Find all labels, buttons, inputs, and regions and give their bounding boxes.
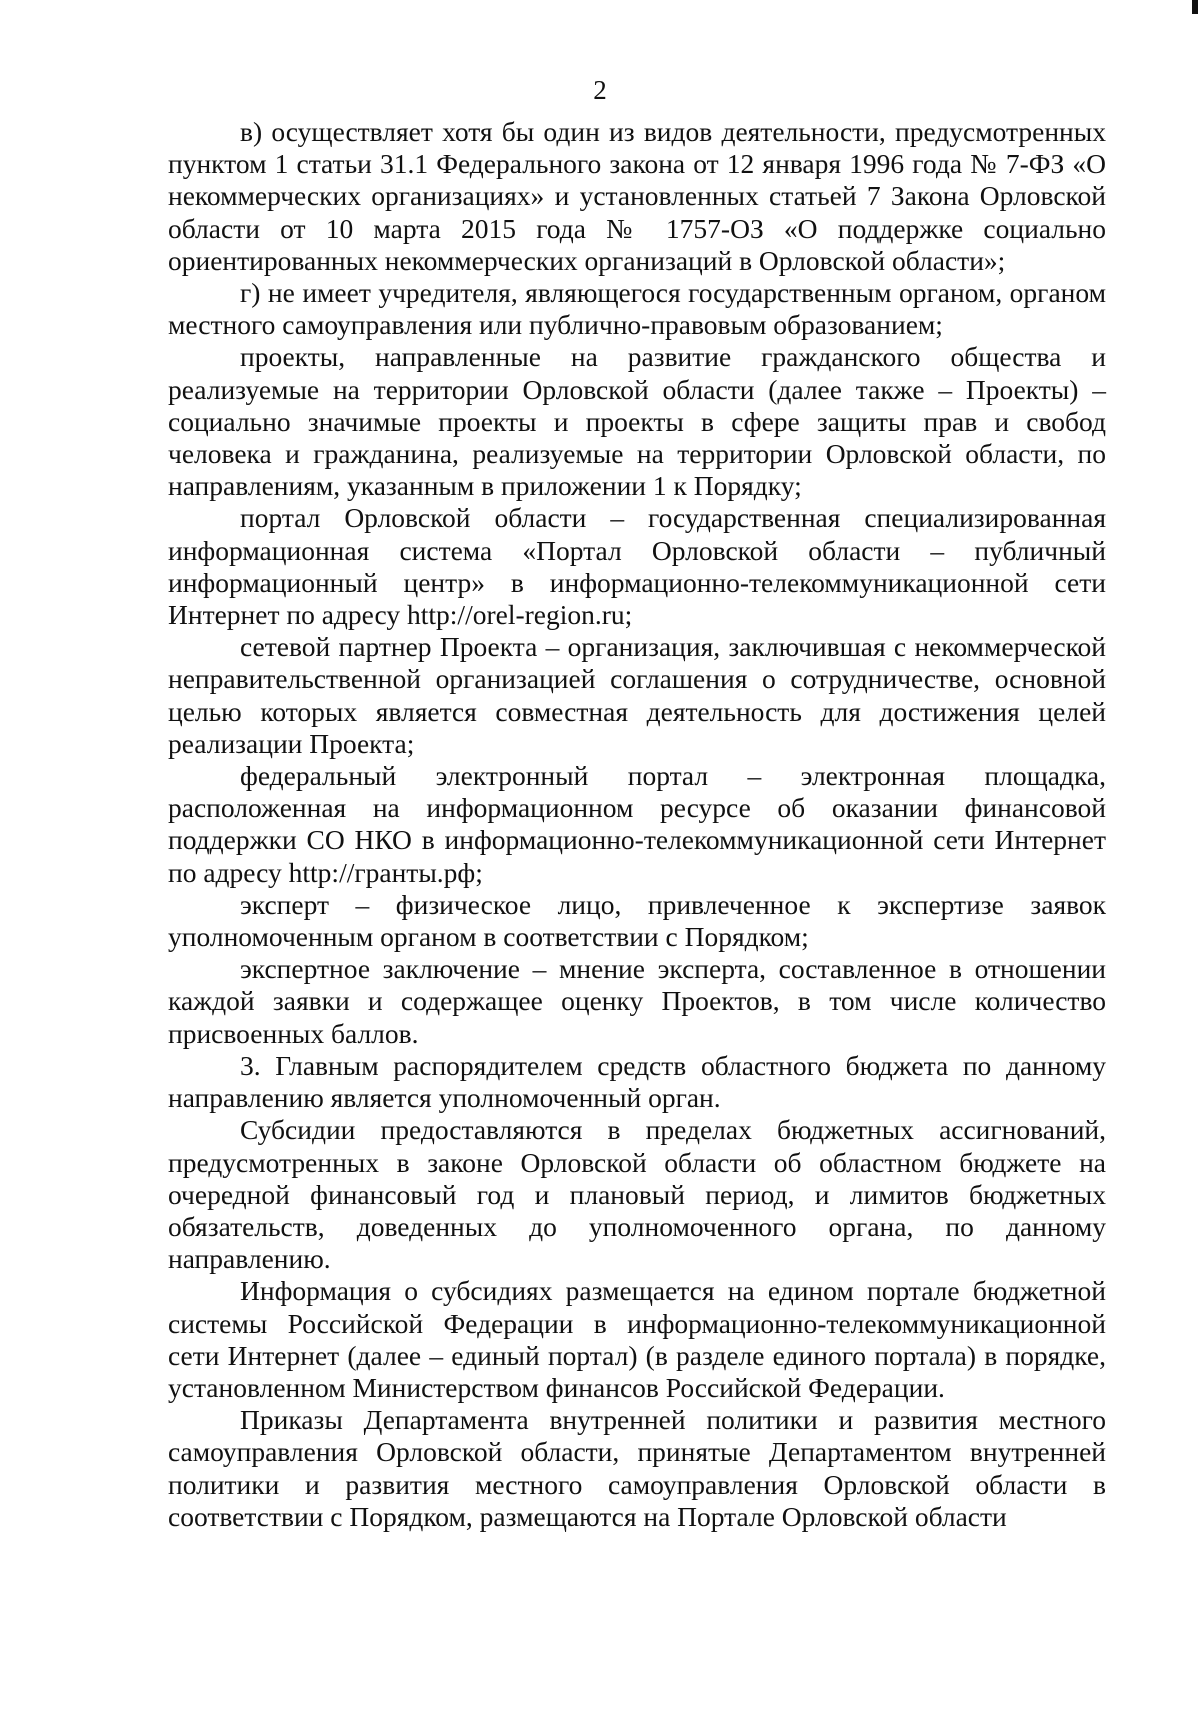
paragraph-expert-conclusion-definition: экспертное заключение – мнение эксперта, составленное в отношении каждой заявки и содержащее оценку Проектов, в том числе количество присвоенных баллов. xyxy=(168,953,1106,1049)
paragraph-expert-definition: эксперт – физическое лицо, привлеченное к экспертизе заявок уполномоченным органом в соответствии с Порядком; xyxy=(168,888,1106,953)
document-body xyxy=(168,116,1106,1533)
scan-edge-mark xyxy=(1192,0,1198,14)
paragraph-g: г) не имеет учредителя, являющегося государственным органом, органом местного самоуправления или публично-правовым образованием; xyxy=(168,277,1106,341)
paragraph-subsidy-information: Информация о субсидиях размещается на едином портале бюджетной системы Российской Федерации в информационно-телекоммуникационной сети Интернет (далее – единый портал) (в разделе единого портала) в порядке, установленном Министерством финансов Российской Федерации. xyxy=(168,1275,1106,1403)
page-number: 2 xyxy=(593,75,607,105)
paragraph-clause-3: 3. Главным распорядителем средств областного бюджета по данному направлению является уполномоченный орган. xyxy=(168,1049,1106,1114)
paragraph-network-partner-definition: сетевой партнер Проекта – организация, заключившая с некоммерческой неправительственной организацией соглашения о сотрудничестве, основной целью которых является совместная деятельность для достижения целей реализации Проекта; xyxy=(168,631,1106,759)
paragraph-v: в) осуществляет хотя бы один из видов деятельности, предусмотренных пунктом 1 статьи 31.1 Федерального закона от 12 января 1996 года № 7-ФЗ «О некоммерческих организациях» и установленных статьей 7 Закона Орловской области от 10 марта 2015 года № 1757-ОЗ «О поддержке социально ориентированных некоммерческих организаций в Орловской области»; xyxy=(168,116,1106,276)
paragraph-portal-definition: портал Орловской области – государственная специализированная информационная система «Портал Орловской области – публичный информационный центр» в информационно-телекоммуникационной сети Интернет по адресу http://orel-region.ru; xyxy=(168,502,1106,631)
paragraph-projects-definition: проекты, направленные на развитие гражданского общества и реализуемые на территории Орловской области (далее также – Проекты) – социально значимые проекты и проекты в сфере защиты прав и свобод человека и гражданина, реализуемые на территории Орловской области, по направлениям, указанным в приложении 1 к Порядку; xyxy=(168,341,1106,502)
paragraph-subsidies-limits: Субсидии предоставляются в пределах бюджетных ассигнований, предусмотренных в законе Орловской области об областном бюджете на очередной финансовый год и плановый период, и лимитов бюджетных обязательств, доведенных до уполномоченного органа, по данному направлению. xyxy=(168,1114,1106,1275)
paragraph-department-orders: Приказы Департамента внутренней политики и развития местного самоуправления Орловской области, принятые Департаментом внутренней политики и развития местного самоуправления Орловской области в соответствии с Порядком, размещаются на Портале Орловской области xyxy=(168,1404,1106,1532)
paragraph-federal-portal-definition: федеральный электронный портал – электронная площадка, расположенная на информационном ресурсе об оказании финансовой поддержки СО НКО в информационно-телекоммуникационной сети Интернет по адресу http://гранты.рф; xyxy=(168,760,1106,888)
